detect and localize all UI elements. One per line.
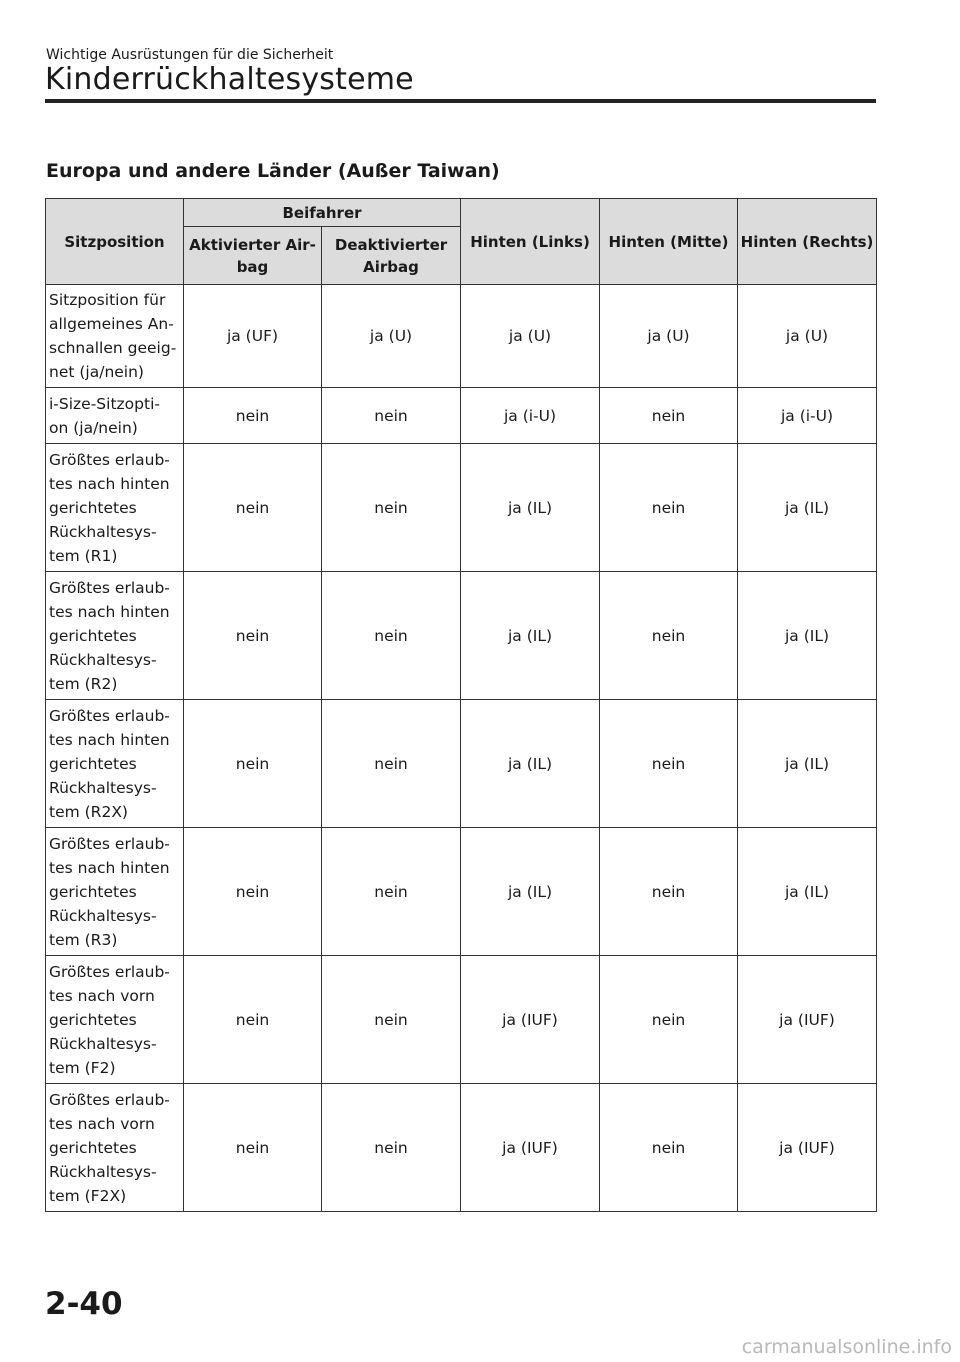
row-label: Sitzposition für allgemeines An- schnallen geeig- net (ja/nein) <box>46 285 184 388</box>
row-label: i-Size-Sitzopti- on (ja/nein) <box>46 388 184 444</box>
cell-deaktivierter-airbag: nein <box>322 700 461 828</box>
cell-hinten-links: ja (IL) <box>461 444 600 572</box>
table-row <box>46 956 877 1084</box>
cell-hinten-rechts: ja (U) <box>738 285 877 388</box>
cell-deaktivierter-airbag: ja (U) <box>322 285 461 388</box>
cell-hinten-mitte: nein <box>600 700 738 828</box>
section-heading: Europa und andere Länder (Außer Taiwan) <box>46 160 500 182</box>
header-aktivierter-airbag: Aktivierter Air- bag <box>184 227 322 285</box>
cell-aktivierter-airbag: nein <box>184 828 322 956</box>
cell-deaktivierter-airbag: nein <box>322 572 461 700</box>
cell-deaktivierter-airbag: nein <box>322 828 461 956</box>
cell-hinten-mitte: nein <box>600 1084 738 1212</box>
header-divider <box>45 99 876 103</box>
cell-hinten-rechts: ja (IUF) <box>738 956 877 1084</box>
row-label: Größtes erlaub- tes nach hinten gerichtetes Rückhaltesys- tem (R1) <box>46 444 184 572</box>
header-hinten-links: Hinten (Links) <box>461 199 600 285</box>
row-label: Größtes erlaub- tes nach hinten gerichtetes Rückhaltesys- tem (R2) <box>46 572 184 700</box>
cell-hinten-mitte: nein <box>600 388 738 444</box>
page-number: 2-40 <box>45 1286 123 1322</box>
cell-hinten-rechts: ja (IL) <box>738 700 877 828</box>
cell-aktivierter-airbag: nein <box>184 444 322 572</box>
cell-hinten-rechts: ja (IL) <box>738 444 877 572</box>
section-label: Wichtige Ausrüstungen für die Sicherheit <box>46 47 334 63</box>
header-hinten-rechts: Hinten (Rechts) <box>738 199 877 285</box>
cell-hinten-rechts: ja (IL) <box>738 572 877 700</box>
row-label: Größtes erlaub- tes nach hinten gerichtetes Rückhaltesys- tem (R3) <box>46 828 184 956</box>
cell-hinten-mitte: nein <box>600 572 738 700</box>
cell-hinten-rechts: ja (IL) <box>738 828 877 956</box>
header-hinten-mitte: Hinten (Mitte) <box>600 199 738 285</box>
cell-deaktivierter-airbag: nein <box>322 444 461 572</box>
header-beifahrer: Beifahrer <box>184 199 461 227</box>
page-title: Kinderrückhaltesysteme <box>45 62 414 97</box>
cell-hinten-links: ja (IUF) <box>461 1084 600 1212</box>
cell-deaktivierter-airbag: nein <box>322 388 461 444</box>
cell-aktivierter-airbag: nein <box>184 388 322 444</box>
cell-aktivierter-airbag: nein <box>184 700 322 828</box>
table-row <box>46 388 877 444</box>
row-label: Größtes erlaub- tes nach hinten gerichtetes Rückhaltesys- tem (R2X) <box>46 700 184 828</box>
cell-hinten-mitte: nein <box>600 956 738 1084</box>
table-row <box>46 700 877 828</box>
table-row <box>46 1084 877 1212</box>
cell-deaktivierter-airbag: nein <box>322 956 461 1084</box>
cell-aktivierter-airbag: nein <box>184 956 322 1084</box>
cell-hinten-rechts: ja (IUF) <box>738 1084 877 1212</box>
cell-aktivierter-airbag: nein <box>184 1084 322 1212</box>
cell-aktivierter-airbag: nein <box>184 572 322 700</box>
cell-hinten-mitte: nein <box>600 828 738 956</box>
cell-hinten-mitte: ja (U) <box>600 285 738 388</box>
cell-hinten-links: ja (U) <box>461 285 600 388</box>
header-deaktivierter-airbag: Deaktivierter Airbag <box>322 227 461 285</box>
watermark: carmanualsonline.info <box>741 1336 952 1358</box>
table-row <box>46 285 877 388</box>
cell-hinten-links: ja (i-U) <box>461 388 600 444</box>
header-sitzposition: Sitzposition <box>46 199 184 285</box>
table-row <box>46 444 877 572</box>
cell-aktivierter-airbag: ja (UF) <box>184 285 322 388</box>
row-label: Größtes erlaub- tes nach vorn gerichtetes Rückhaltesys- tem (F2) <box>46 956 184 1084</box>
cell-deaktivierter-airbag: nein <box>322 1084 461 1212</box>
cell-hinten-links: ja (IL) <box>461 828 600 956</box>
table-row <box>46 572 877 700</box>
seat-position-table <box>45 198 877 1212</box>
row-label: Größtes erlaub- tes nach vorn gerichtetes Rückhaltesys- tem (F2X) <box>46 1084 184 1212</box>
cell-hinten-links: ja (IUF) <box>461 956 600 1084</box>
table-row <box>46 828 877 956</box>
cell-hinten-links: ja (IL) <box>461 700 600 828</box>
cell-hinten-links: ja (IL) <box>461 572 600 700</box>
cell-hinten-mitte: nein <box>600 444 738 572</box>
cell-hinten-rechts: ja (i-U) <box>738 388 877 444</box>
